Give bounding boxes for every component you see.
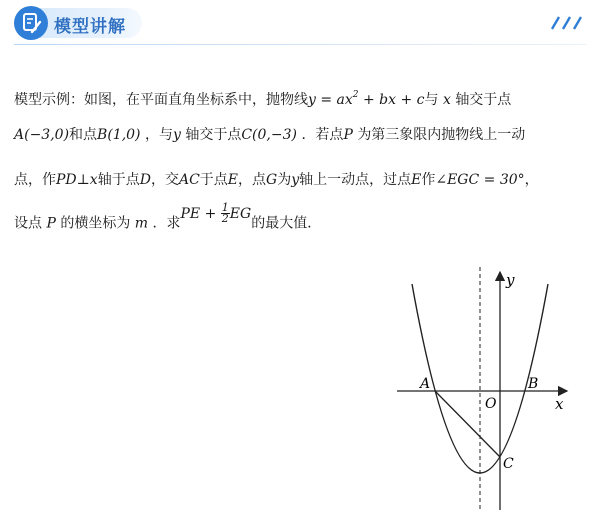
segment-AC: AC bbox=[178, 172, 200, 188]
eq-part: + bx + c bbox=[358, 92, 425, 108]
text: 与 bbox=[424, 92, 439, 108]
text: 为 bbox=[277, 172, 292, 188]
text: 点，作 bbox=[14, 172, 56, 188]
denominator: 2 bbox=[221, 212, 229, 225]
text: 的横坐标为 bbox=[60, 215, 131, 232]
text: 设点 bbox=[14, 215, 42, 232]
decorative-slashes bbox=[550, 16, 586, 30]
point-G: G bbox=[266, 172, 278, 188]
text: 和点 bbox=[69, 127, 98, 143]
section-header bbox=[0, 0, 600, 52]
exponent: 2 bbox=[352, 90, 359, 100]
text: 为第三象限内抛物线上一动 bbox=[357, 127, 526, 143]
label-y: y bbox=[506, 271, 515, 289]
text: 作 bbox=[421, 172, 436, 188]
label-B: B bbox=[528, 376, 539, 392]
text: 于点 bbox=[199, 172, 228, 188]
var-m: m bbox=[134, 215, 149, 232]
label-O: O bbox=[485, 396, 497, 412]
text: 轴于点 bbox=[97, 172, 140, 188]
point-D: D bbox=[139, 172, 151, 188]
text: ，与 bbox=[144, 127, 173, 143]
point-E: E bbox=[227, 172, 239, 188]
text: 模型示例：如图，在平面直角坐标系中，抛物线 bbox=[14, 92, 308, 108]
text: 轴交于点 bbox=[185, 127, 242, 143]
segment-PD: PD⊥x bbox=[56, 172, 98, 188]
text: 轴上一动点，过点 bbox=[299, 172, 412, 188]
var-x: x bbox=[442, 92, 451, 108]
var-y: y bbox=[291, 172, 300, 188]
text: 轴交于点 bbox=[455, 92, 512, 108]
label-x: x bbox=[555, 395, 564, 413]
eq-part: y = ax bbox=[308, 92, 353, 108]
angle-EGC: ∠EGC = 30° bbox=[435, 172, 525, 188]
header-divider bbox=[14, 44, 586, 45]
var-P: P bbox=[343, 127, 353, 143]
text: 的最大值． bbox=[251, 215, 322, 232]
problem-line-3 bbox=[14, 170, 539, 190]
parabola-equation bbox=[308, 92, 425, 108]
point-E: E bbox=[411, 172, 422, 188]
var-y: y bbox=[172, 127, 181, 143]
section-title: 模型讲解 bbox=[54, 17, 126, 37]
var-P: P bbox=[46, 215, 56, 232]
text: ， bbox=[524, 172, 539, 188]
problem-line-2 bbox=[14, 125, 525, 145]
label-A: A bbox=[420, 376, 431, 392]
label-C: C bbox=[503, 456, 514, 472]
point-B: B(1,0) bbox=[97, 127, 141, 143]
expr-part: PE + bbox=[180, 205, 221, 222]
expr-part: EG bbox=[229, 205, 252, 222]
text: ．求 bbox=[152, 215, 181, 232]
text: ．若点 bbox=[301, 127, 344, 143]
fraction-one-half bbox=[221, 203, 230, 224]
point-C: C(0,−3) bbox=[241, 127, 297, 143]
expression-PE-half-EG bbox=[180, 201, 252, 225]
numerator: 1 bbox=[221, 201, 229, 214]
problem-line-4 bbox=[14, 201, 322, 234]
text: ，交 bbox=[150, 172, 179, 188]
parabola-figure bbox=[385, 262, 575, 512]
problem-line-1 bbox=[14, 85, 511, 110]
text: ，点 bbox=[238, 172, 267, 188]
notebook-pen-icon bbox=[14, 6, 48, 40]
point-A: A(−3,0) bbox=[14, 127, 70, 143]
